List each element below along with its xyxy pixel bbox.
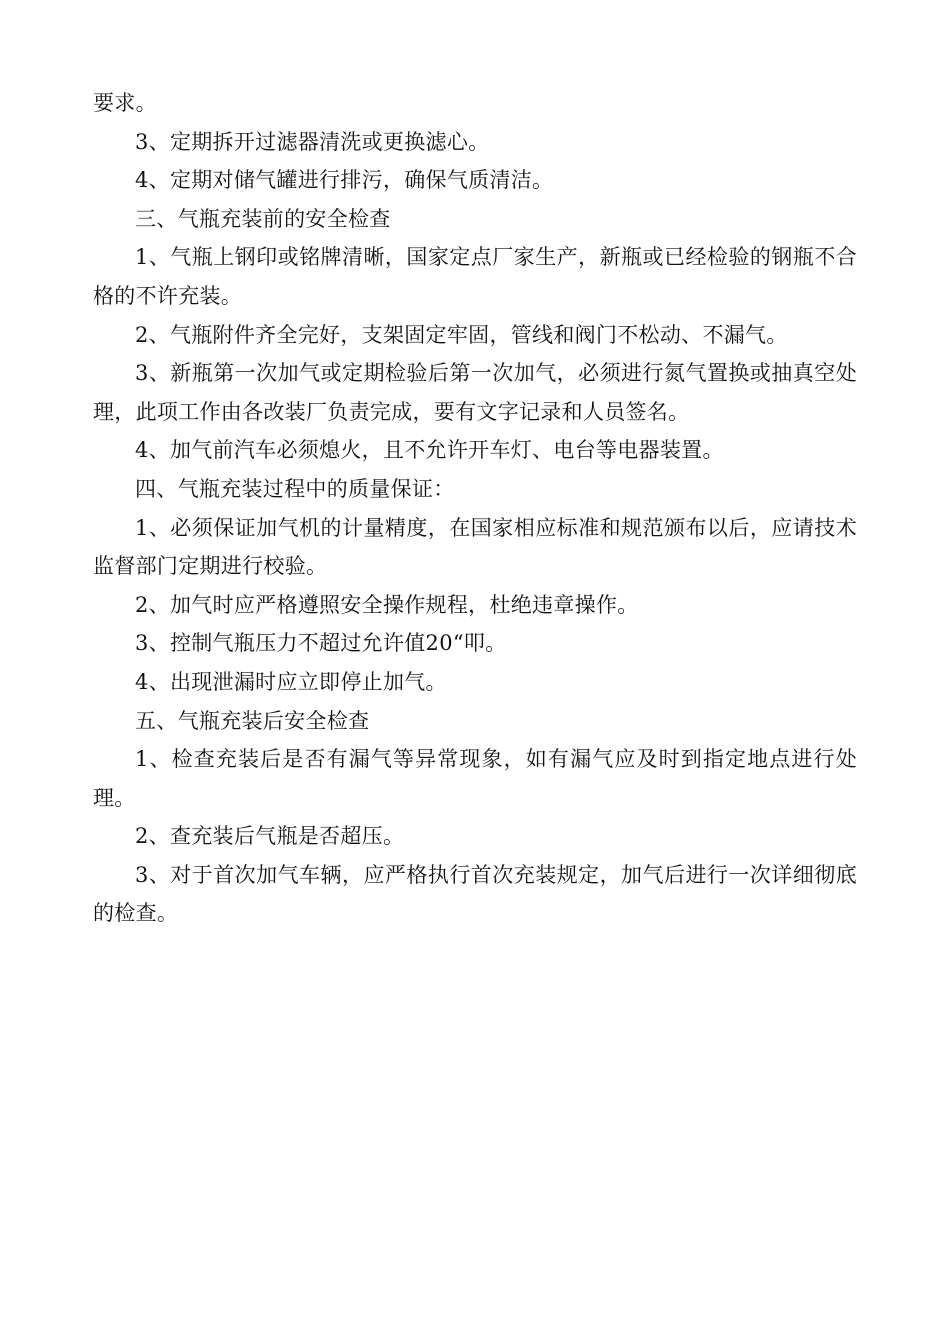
- paragraph-item: 2、查充装后气瓶是否超压。: [135, 824, 405, 849]
- document-page: [93, 84, 857, 933]
- paragraph-item: 1、必须保证加气机的计量精度，在国家相应标准和规范颁布以后，应请技术监督部门定期进行校验。: [93, 515, 857, 579]
- paragraph-item: 1、检查充装后是否有漏气等异常现象，如有漏气应及时到指定地点进行处理。: [93, 747, 857, 810]
- paragraph-item: 3、定期拆开过滤器清洗或更换滤心。: [135, 129, 490, 154]
- paragraph-item: 4、定期对储气罐进行排污，确保气质清洁。: [135, 168, 554, 193]
- section-heading: 四、气瓶充装过程中的质量保证：: [135, 476, 455, 501]
- paragraph-item: 4、加气前汽车必须熄火，且不允许开车灯、电台等电器装置。: [135, 438, 724, 463]
- paragraph-item: 3、新瓶第一次加气或定期检验后第一次加气，必须进行氮气置换或抽真空处理，此项工作由各改装厂负责完成，要有文字记录和人员签名。: [93, 361, 857, 424]
- paragraph-item: 1、气瓶上钢印或铭牌清晰，国家定点厂家生产，新瓶或已经检验的钢瓶不合格的不许充装。: [93, 245, 857, 308]
- paragraph-item: 2、加气时应严格遵照安全操作规程，杜绝违章操作。: [135, 592, 639, 617]
- section-heading: 三、气瓶充装前的安全检查: [135, 206, 391, 231]
- paragraph-item: 3、对于首次加气车辆，应严格执行首次充装规定，加气后进行一次详细彻底的检查。: [93, 862, 857, 926]
- paragraph-continuation: 要求。: [93, 91, 157, 115]
- paragraph-item: 4、出现泄漏时应立即停止加气。: [135, 669, 447, 694]
- section-heading: 五、气瓶充装后安全检查: [135, 708, 370, 733]
- paragraph-item: 3、控制气瓶压力不超过允许值20“叩。: [135, 631, 507, 656]
- paragraph-item: 2、气瓶附件齐全完好，支架固定牢固，管线和阀门不松动、不漏气。: [135, 322, 788, 347]
